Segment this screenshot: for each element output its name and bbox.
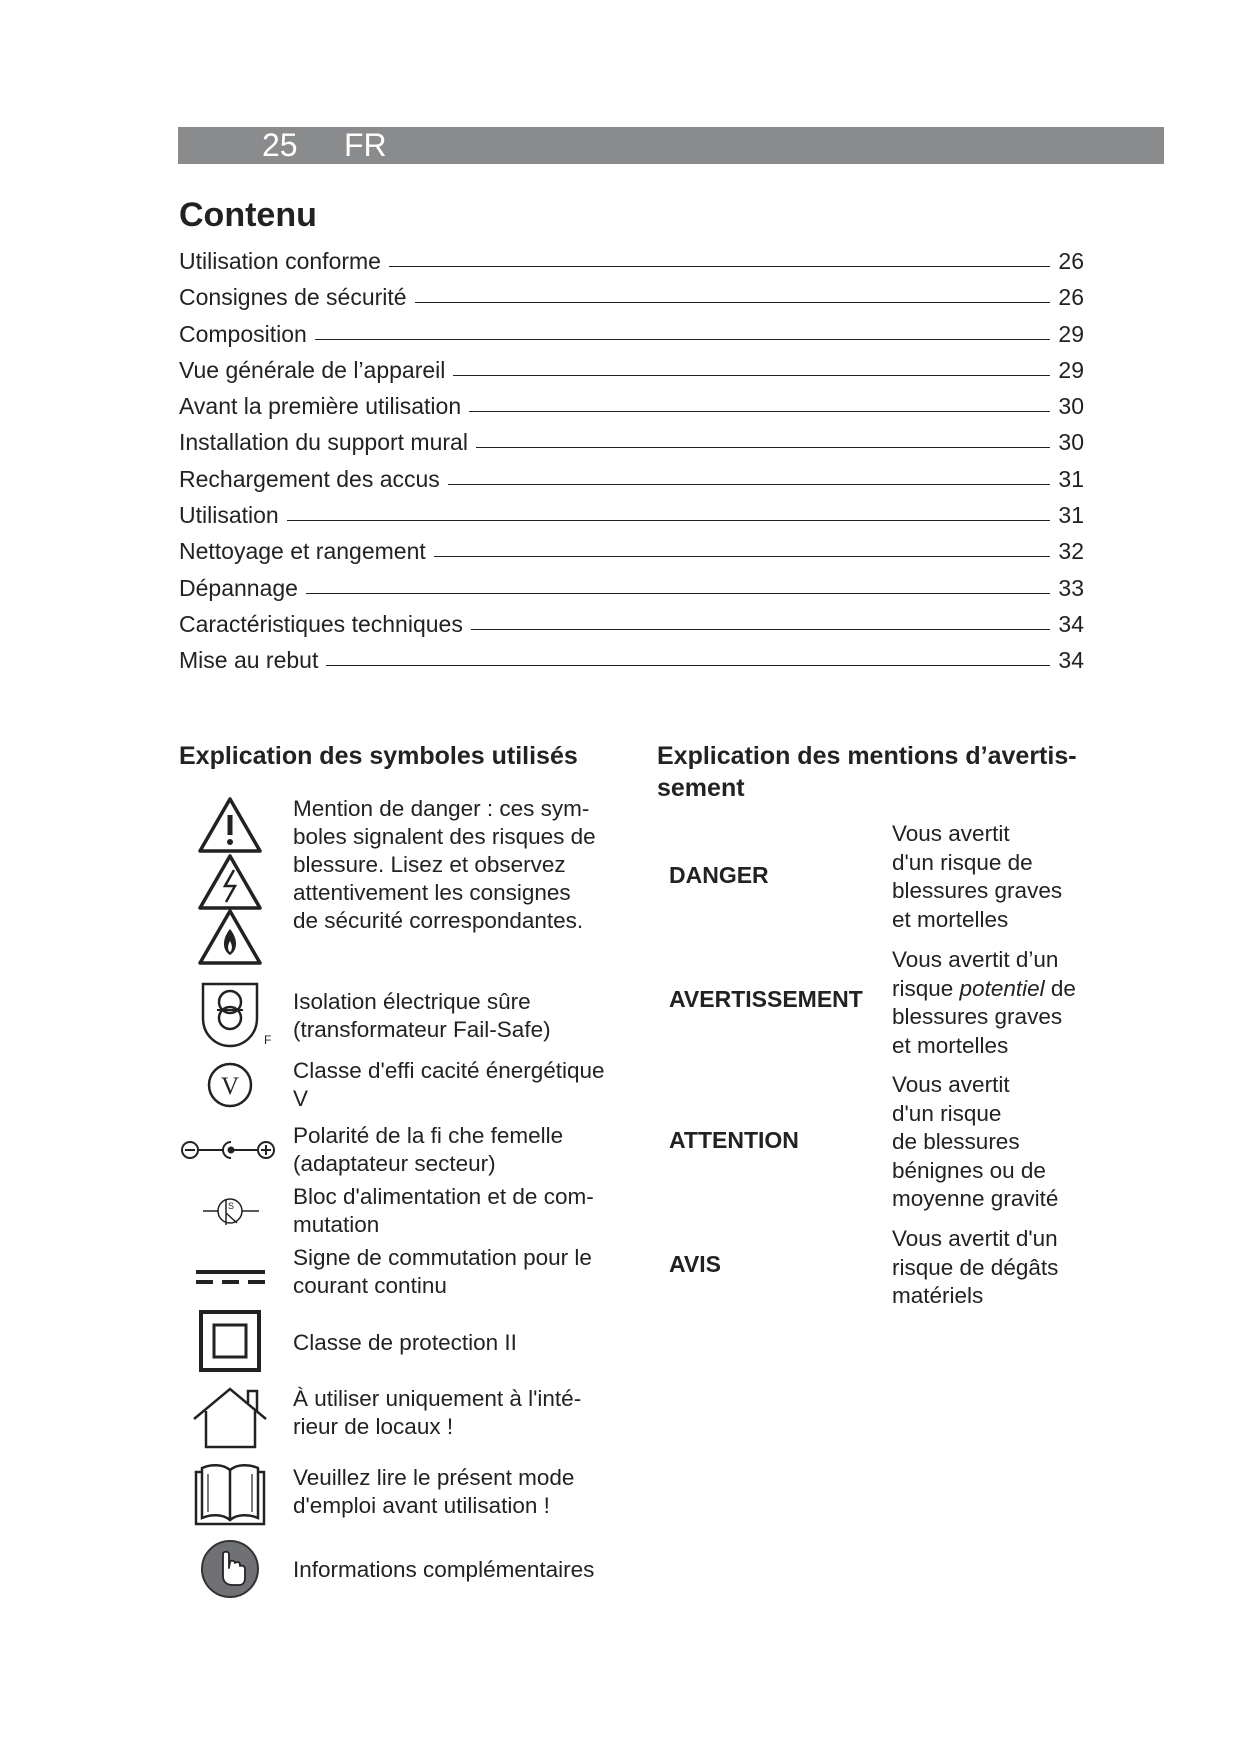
toc-leader-line bbox=[434, 556, 1050, 557]
toc-entry-page: 30 bbox=[1058, 429, 1084, 456]
toc-entry-label: Installation du support mural bbox=[179, 429, 468, 456]
toc-entry-page: 33 bbox=[1058, 574, 1084, 601]
toc-entry[interactable] bbox=[179, 429, 1084, 465]
warning-label-attention: ATTENTION bbox=[669, 1127, 799, 1153]
toc-entry[interactable] bbox=[179, 321, 1084, 357]
page-number: 25 bbox=[262, 127, 298, 163]
toc-entry[interactable] bbox=[179, 647, 1084, 683]
warning-text-avis: Vous avertit d'un risque de dégâts matériels bbox=[892, 1226, 1059, 1308]
toc-leader-line bbox=[306, 593, 1050, 594]
toc-leader-line bbox=[315, 339, 1050, 340]
toc-entry-page: 30 bbox=[1058, 393, 1084, 420]
toc-leader-line bbox=[415, 302, 1050, 303]
danger-triangles-icon bbox=[179, 795, 289, 970]
warning-text-danger: Vous avertit d'un risque de blessures graves et mortelles bbox=[892, 821, 1063, 932]
toc-leader-line bbox=[453, 375, 1050, 376]
warning-text-avertissement-part1: Vous avertit d’un risque bbox=[892, 947, 1059, 1001]
warning-text-avertissement-emphasis: potentiel bbox=[959, 975, 1045, 1001]
toc-entry-label: Mise au rebut bbox=[179, 647, 319, 674]
page-header-bar bbox=[178, 127, 1164, 164]
toc-leader-line bbox=[389, 266, 1050, 267]
toc-entry-page: 32 bbox=[1058, 538, 1084, 565]
toc-entry-page: 26 bbox=[1058, 284, 1084, 311]
toc-leader-line bbox=[471, 629, 1050, 630]
warning-label-avertissement: AVERTISSEMENT bbox=[669, 986, 863, 1012]
symbol-efficiency-text: Classe d'effi cacité énergétique V bbox=[293, 1058, 605, 1111]
toc-entry-page: 29 bbox=[1058, 356, 1084, 383]
toc-entry-label: Consignes de sécurité bbox=[179, 284, 407, 311]
table-of-contents bbox=[179, 248, 1084, 684]
info-hand-icon bbox=[179, 1538, 289, 1605]
warning-text-avertissement-part2: de blessures graves et mortelles bbox=[892, 975, 1076, 1058]
symbol-dc-text: Signe de commutation pour le courant continu bbox=[293, 1245, 592, 1298]
warning-label-danger: DANGER bbox=[669, 862, 769, 888]
toc-entry-label: Utilisation conforme bbox=[179, 248, 381, 274]
toc-entry-page: 29 bbox=[1058, 320, 1084, 347]
symbol-power-supply-text: Bloc d'alimentation et de com- mutation bbox=[293, 1184, 594, 1237]
toc-entry[interactable] bbox=[179, 248, 1084, 284]
toc-entry[interactable] bbox=[179, 357, 1084, 393]
toc-entry[interactable] bbox=[179, 466, 1084, 502]
toc-leader-line bbox=[476, 447, 1050, 448]
toc-entry-label: Rechargement des accus bbox=[179, 465, 440, 492]
symbol-info-text: Informations complémentaires bbox=[293, 1557, 595, 1582]
toc-entry[interactable] bbox=[179, 575, 1084, 611]
switching-power-supply-icon bbox=[179, 1183, 289, 1244]
power-supply-icon-letter: S bbox=[228, 1201, 235, 1211]
symbol-danger-text: Mention de danger : ces sym- boles signalent des risques de blessure. Lisez et observez attentivement les consignes de sécurité correspondantes. bbox=[293, 796, 596, 933]
toc-leader-line bbox=[326, 665, 1050, 666]
toc-entry-page: 34 bbox=[1058, 610, 1084, 637]
transformer-icon-letter: F bbox=[264, 1033, 272, 1047]
toc-entry[interactable] bbox=[179, 393, 1084, 429]
toc-entry[interactable] bbox=[179, 284, 1084, 320]
indoor-use-house-icon bbox=[179, 1385, 289, 1454]
toc-entry-page: 31 bbox=[1058, 502, 1084, 529]
toc-leader-line bbox=[448, 484, 1050, 485]
toc-entry-label: Vue générale de l’appareil bbox=[179, 356, 446, 383]
toc-entry-label: Caractéristiques techniques bbox=[179, 610, 463, 637]
toc-entry-page: 34 bbox=[1058, 647, 1084, 674]
symbol-protection-text: Classe de protection II bbox=[293, 1330, 517, 1355]
efficiency-icon-letter: V bbox=[220, 1073, 240, 1100]
toc-entry-page: 26 bbox=[1058, 248, 1084, 274]
plug-polarity-icon bbox=[179, 1122, 289, 1183]
toc-title: Contenu bbox=[179, 196, 317, 234]
warning-text-attention: Vous avertit d'un risque de blessures bénignes ou de moyenne gravité bbox=[892, 1072, 1059, 1211]
toc-entry[interactable] bbox=[179, 502, 1084, 538]
symbol-indoor-text: À utiliser uniquement à l'inté- rieur de locaux ! bbox=[293, 1386, 582, 1439]
symbol-transformer-text: Isolation électrique sûre (transformateur Fail-Safe) bbox=[293, 989, 551, 1042]
protection-class-ii-icon bbox=[179, 1310, 289, 1377]
toc-entry-label: Dépannage bbox=[179, 574, 298, 601]
language-code: FR bbox=[344, 127, 387, 163]
toc-entry-label: Nettoyage et rangement bbox=[179, 538, 426, 565]
warning-text-avertissement bbox=[892, 946, 1102, 1060]
symbol-polarity-text: Polarité de la fi che femelle (adaptateur secteur) bbox=[293, 1123, 564, 1176]
toc-entry-label: Utilisation bbox=[179, 502, 279, 529]
toc-entry-label: Composition bbox=[179, 320, 307, 347]
toc-entry-label: Avant la première utilisation bbox=[179, 393, 462, 420]
toc-leader-line bbox=[287, 520, 1050, 521]
toc-entry-page: 31 bbox=[1058, 465, 1084, 492]
toc-entry[interactable] bbox=[179, 538, 1084, 574]
efficiency-class-v-icon bbox=[179, 1057, 289, 1118]
direct-current-icon bbox=[179, 1244, 289, 1305]
warnings-heading: Explication des mentions d’avertis- sement bbox=[657, 742, 1077, 802]
toc-leader-line bbox=[469, 411, 1050, 412]
read-manual-book-icon bbox=[179, 1460, 289, 1531]
safety-transformer-icon bbox=[179, 980, 289, 1053]
symbols-heading: Explication des symboles utilisés bbox=[179, 742, 578, 770]
warning-label-avis: AVIS bbox=[669, 1251, 721, 1277]
symbol-manual-text: Veuillez lire le présent mode d'emploi avant utilisation ! bbox=[293, 1465, 575, 1518]
toc-entry[interactable] bbox=[179, 611, 1084, 647]
